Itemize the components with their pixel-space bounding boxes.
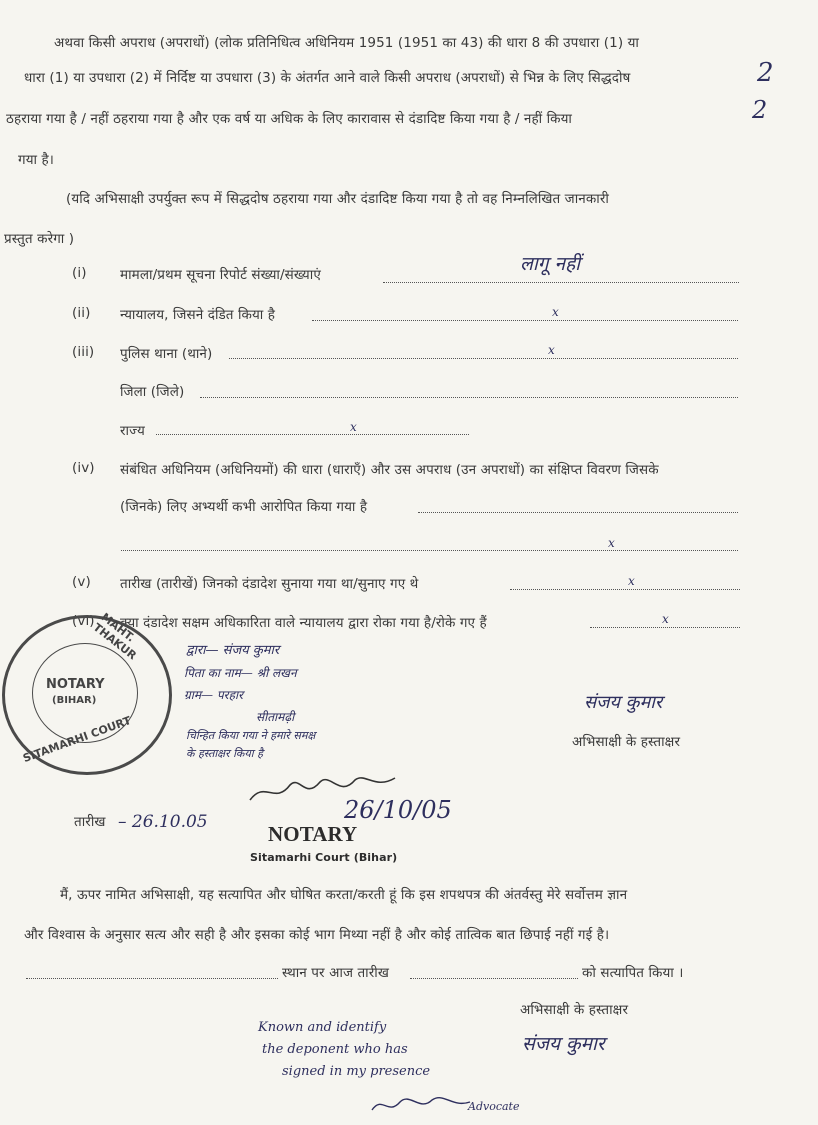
item-v-dash: x [628,574,635,588]
item-iii-dash: x [548,343,555,357]
date-label: तारीख [74,814,106,830]
item-iv-dash: x [608,536,615,550]
item-iv-label-1: संबंधित अधिनियम (अधिनियमों) की धारा (धाराएँ) और उस अपराध (उन अपराधों) का संक्षिप्त विवरण जिसके [120,462,659,478]
item-ii-label: न्यायालय, जिसने दंडित किया है [120,307,276,323]
item-ii-dash: x [552,305,559,319]
footer-signature-label: अभिसाक्षी के हस्ताक्षर [520,1002,629,1018]
notary-stamp-subtitle: Sitamarhi Court (Bihar) [250,851,398,864]
hw-line-6: के हस्ताक्षर किया है [186,747,263,760]
verification-line-1: मैं, ऊपर नामित अभिसाक्षी, यह सत्यापित और घोषित करता/करती हूं कि इस शपथपत्र की अंतर्वस्तु मेरे सर्वोत्तम ज्ञान [60,887,628,903]
item-iii-label: पुलिस थाना (थाने) [120,346,213,362]
known-line-1: Known and identify [258,1020,387,1035]
notary-round-stamp [2,610,172,775]
deponent-signature-label: अभिसाक्षी के हस्ताक्षर [572,734,681,750]
item-v-blank [510,589,740,590]
hw-line-5: चिन्हित किया गया ने हमारे समक्ष [186,729,316,742]
margin-mark-2: 2 [752,96,768,124]
item-i-handwritten: लागू नहीं [520,253,581,275]
stamp-bottom-text: SITAMARHI COURT [21,713,133,766]
verification-line-3a: स्थान पर आज तारीख [282,965,390,981]
item-iv-label-2: (जिनके) लिए अभ्यर्थी कभी आरोपित किया गया है [120,499,368,515]
verification-date-blank [410,978,578,979]
stamp-center-notary: NOTARY [46,677,105,692]
intro-line-4: गया है। [18,152,55,168]
item-iv-blank-2 [121,550,738,551]
footer-signature: संजय कुमार [522,1033,605,1055]
item-vi-dash: x [662,612,669,626]
item-ii-blank [312,320,738,321]
item-i-label: मामला/प्रथम सूचना रिपोर्ट संख्या/संख्याएं [120,267,321,283]
item-vi-blank [590,627,740,628]
item-vi-label: क्या दंडादेश सक्षम अधिकारिता वाले न्यायालय द्वारा रोका गया है/रोके गए हैं [120,615,487,631]
item-v-label: तारीख (तारीखें) जिनको दंडादेश सुनाया गया था/सुनाए गए थे [120,576,419,592]
intro-line-1: अथवा किसी अपराध (अपराधों) (लोक प्रतिनिधित्व अधिनियम 1951 (1951 का 43) की धारा 8 की उपधारा (1) या [54,35,640,51]
note-line-1: (यदि अभिसाक्षी उपर्युक्त रूप में सिद्धदोष ठहराया गया और दंडादिष्ट किया गया है तो वह निम्नलिखित जानकारी [66,191,609,207]
notary-handwritten-date: 26/10/05 [344,796,452,824]
hw-line-4: सीतामढ़ी [256,710,295,724]
item-iv-blank-1 [418,512,738,513]
notary-stamp-title: NOTARY [268,822,358,846]
known-line-2: the deponent who has [262,1042,408,1057]
stamp-top-text: MAHT. THAKUR [90,610,139,663]
margin-mark-1: 2 [757,58,774,88]
deponent-signature: संजय कुमार [584,692,663,713]
intro-line-3: ठहराया गया है / नहीं ठहराया गया है और एक वर्ष या अधिक के लिए कारावास से दंडादिष्ट किया गया है / नहीं किया [6,111,573,127]
item-v-number: (v) [72,574,91,590]
state-label: राज्य [120,423,145,439]
verification-line-3b: को सत्यापित किया । [582,965,684,981]
item-iii-blank [229,358,738,359]
verification-place-blank [26,978,278,979]
state-blank [156,434,469,435]
verification-line-2: और विश्वास के अनुसार सत्य और सही है और इसका कोई भाग मिथ्या नहीं है और कोई तात्विक बात छिपाई नहीं गई है। [24,927,610,943]
district-label: जिला (जिले) [120,384,185,400]
hw-line-1: द्वारा— संजय कुमार [186,643,280,658]
intro-line-2: धारा (1) या उपधारा (2) में निर्दिष्ट या उपधारा (3) के अंतर्गत आने वाले किसी अपराध (अपराधों) से भिन्न के लिए सिद्धदोष [24,70,631,86]
advocate-label: Advocate [468,1100,520,1113]
stamp-center-bihar: (BIHAR) [52,695,97,706]
hw-line-3: ग्राम— परहार [184,688,243,702]
item-iii-number: (iii) [72,344,95,360]
district-blank [200,397,738,398]
note-line-2: प्रस्तुत करेगा ) [4,231,75,247]
item-ii-number: (ii) [72,305,91,321]
item-iv-number: (iv) [72,460,95,476]
date-value: – 26.10.05 [118,812,208,832]
item-i-blank [383,282,739,283]
hw-line-2: पिता का नाम— श्री लखन [184,666,297,680]
state-dash: x [350,420,357,434]
item-i-number: (i) [72,265,87,281]
known-line-3: signed in my presence [282,1064,431,1079]
item-vi-number: (vi) [72,613,95,629]
